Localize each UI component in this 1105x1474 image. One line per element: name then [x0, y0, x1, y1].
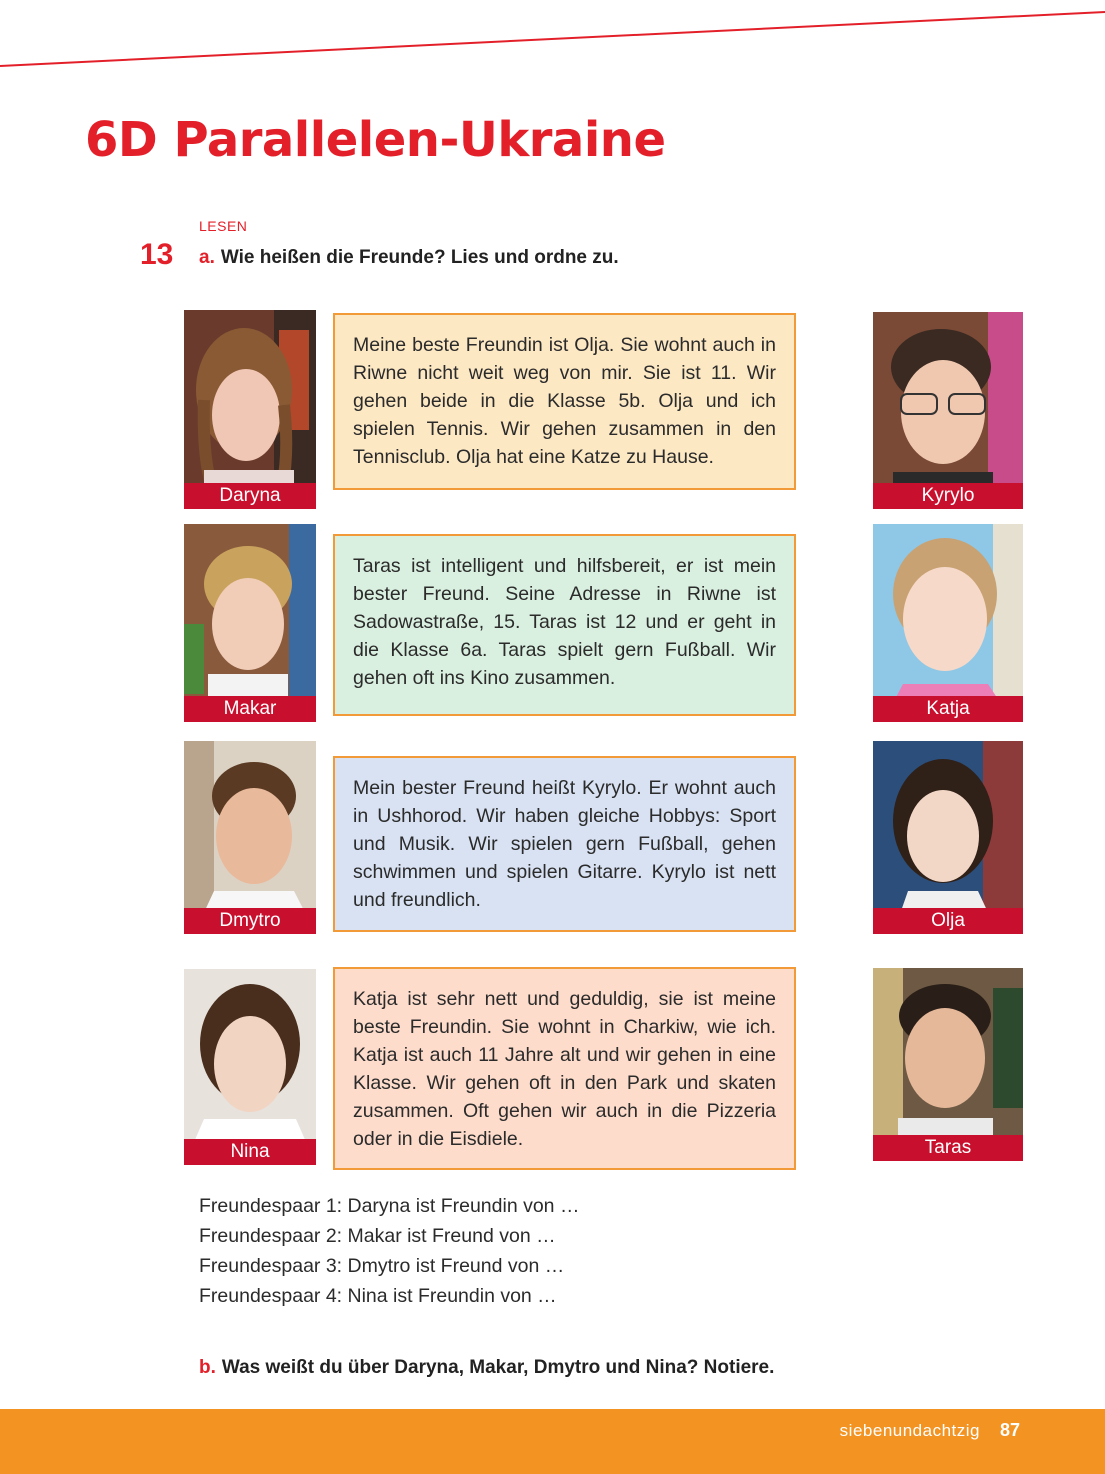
photo-nina [184, 969, 316, 1165]
name-tag: Dmytro [184, 908, 316, 934]
pairs-list [199, 1191, 579, 1311]
photo-katja [873, 524, 1023, 722]
photo-dmytro [184, 741, 316, 934]
photo-taras [873, 968, 1023, 1161]
task-b [199, 1357, 774, 1379]
name-tag: Taras [873, 1135, 1023, 1161]
text-box-2: Taras ist intelligent und hilfsbereit, er ist mein bester Freund. Seine Adresse in Riwne ist Sadowastraße, 15. Taras ist 12 und er geht in die Klasse 6a. Taras spielt gern Fußball. Wir gehen oft ins Kino zusammen. [333, 534, 796, 716]
text-box-1: Meine beste Freundin ist Olja. Sie wohnt auch in Riwne nicht weit weg von mir. Sie ist 11. Wir gehen beide in die Klasse 5b. Olja und ich spielen Tennis. Wir gehen zusammen in den Tennisclub. Olja hat eine Katze zu Hause. [333, 313, 796, 490]
task-a-letter: a. [199, 247, 215, 268]
name-tag: Makar [184, 696, 316, 722]
portrait-image [873, 312, 1023, 509]
name-tag: Katja [873, 696, 1023, 722]
photo-olja [873, 741, 1023, 934]
name-tag: Nina [184, 1139, 316, 1165]
exercise-number: 13 [140, 238, 174, 271]
name-tag: Olja [873, 908, 1023, 934]
page-number: 87 [999, 1420, 1020, 1440]
pair-line: Freundespaar 4: Nina ist Freundin von … [199, 1285, 557, 1307]
task-a [199, 247, 619, 269]
portrait-image [184, 524, 316, 722]
section-label: LESEN [199, 218, 248, 234]
header-rule [0, 0, 1105, 80]
photo-daryna [184, 310, 316, 509]
pair-line: Freundespaar 2: Makar ist Freund von … [199, 1225, 556, 1247]
photo-makar [184, 524, 316, 722]
pair-line: Freundespaar 3: Dmytro ist Freund von … [199, 1255, 565, 1277]
photo-kyrylo [873, 312, 1023, 509]
text-box-3: Mein bester Freund heißt Kyrylo. Er wohnt auch in Ushhorod. Wir haben gleiche Hobbys: Sport und Musik. Wir spielen gern Fußball, gehen schwimmen und spielen Gitarre. Kyrylo ist nett und freundlich. [333, 756, 796, 932]
pair-line: Freundespaar 1: Daryna ist Freundin von … [199, 1195, 580, 1217]
task-b-letter: b. [199, 1357, 216, 1378]
portrait-image [873, 968, 1023, 1161]
portrait-image [873, 741, 1023, 934]
name-tag: Daryna [184, 483, 316, 509]
text-box-4: Katja ist sehr nett und geduldig, sie ist meine beste Freundin. Sie wohnt in Charkiw, wie ich. Katja ist auch 11 Jahre alt und wir gehen in eine Klasse. Wir gehen oft in den Park und skaten zusammen. Oft gehen wir auch in die Pizzeria oder in die Eisdiele. [333, 967, 796, 1170]
portrait-image [184, 310, 316, 509]
page-footer [0, 1409, 1105, 1474]
page-title: 6D Parallelen-Ukraine [85, 112, 666, 168]
task-a-text: Wie heißen die Freunde? Lies und ordne zu. [220, 247, 619, 268]
portrait-image [873, 524, 1023, 722]
name-tag: Kyrylo [873, 483, 1023, 509]
portrait-image [184, 969, 316, 1165]
page-number-word: siebenundachtzig [839, 1421, 980, 1440]
task-b-text: Was weißt du über Daryna, Makar, Dmytro und Nina? Notiere. [221, 1357, 775, 1378]
portrait-image [184, 741, 316, 934]
